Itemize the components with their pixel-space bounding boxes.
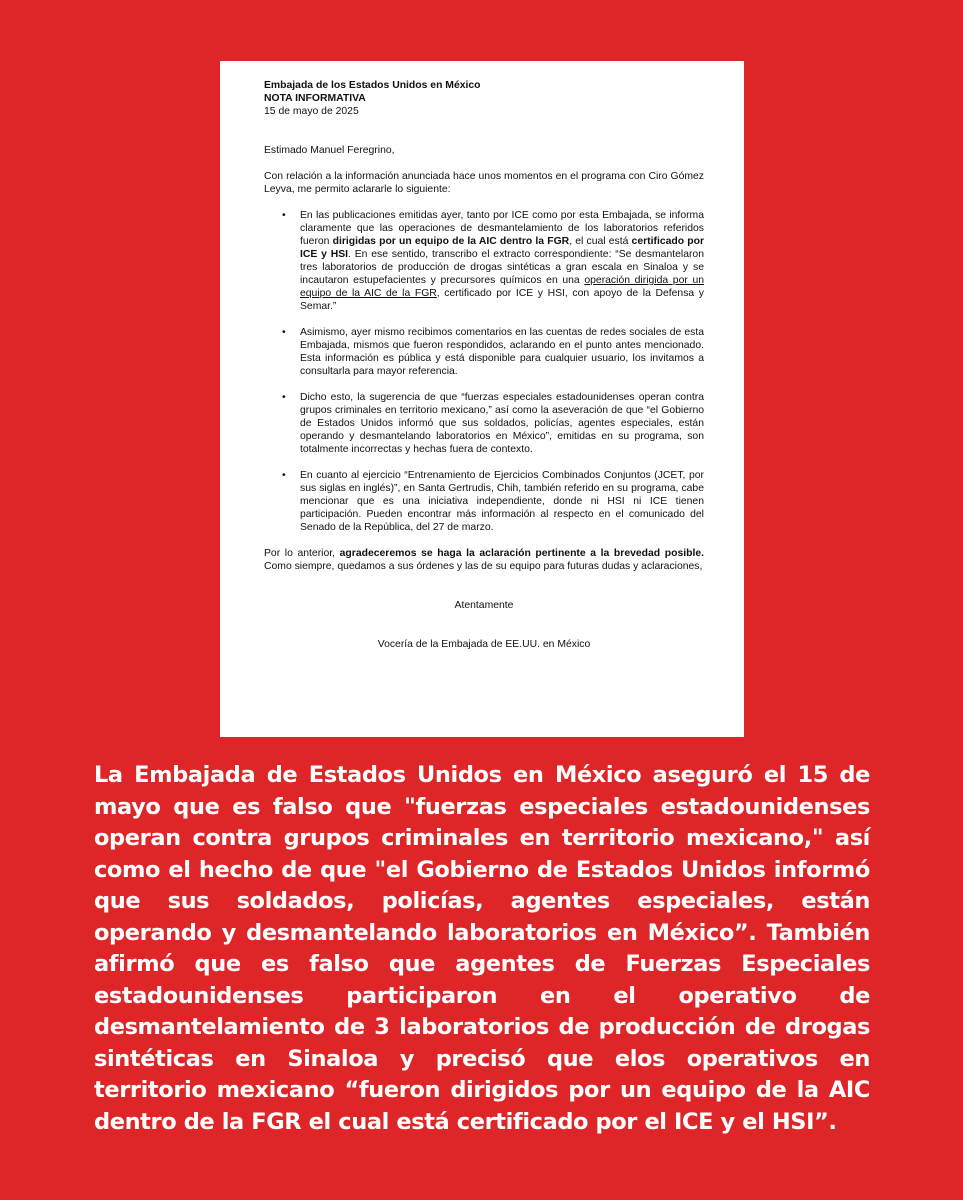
embassy-name: Embajada de los Estados Unidos en México: [264, 80, 481, 91]
bullet-icon: •: [282, 470, 286, 481]
points-list: [264, 209, 704, 534]
signature: Vocería de la Embajada de EE.UU. en México: [377, 639, 591, 650]
greeting: Estimado Manuel Feregrino,: [264, 145, 395, 156]
bullet-icon: •: [282, 392, 286, 403]
list-item: • En las publicaciones emitidas ayer, tanto por ICE como por esta Embajada, se informa claramente que las operaciones de desmantelamiento de los laboratorios referidos fueron dirigidas por un equipo de la AIC dentro la FGR, el cual está certificado por ICE y HSI. En ese sentido, transcribo el extracto correspondiente: “Se desmantelaron tres laboratorios de producción de drogas sintéticas a gran escala en Sinaloa y se incautaron estupefacientes y precursores químicos en una operación dirigida por un equipo de la AIC de la FGR, certificado por ICE y HSI, con apoyo de la Defensa y Semar.”: [282, 210, 705, 312]
closing-paragraph: Por lo anterior, agradeceremos se haga la aclaración pertinente a la brevedad posible. Como siempre, quedamos a sus órdenes y las de su equipo para futuras dudas y aclaraciones,: [264, 548, 705, 572]
list-item: • Dicho esto, la sugerencia de que “fuerzas especiales estadounidenses operan contra grupos criminales en territorio mexicano,” así como la aseveración de que “el Gobierno de Estados Unidos informó que sus soldados, policías, agentes especiales, están operando y desmantelando laboratorios en México”, emitidas en su programa, son totalmente incorrectas y hechas fuera de contexto.: [282, 392, 704, 455]
note-type: NOTA INFORMATIVA: [264, 93, 366, 104]
intro-paragraph: Con relación a la información anunciada hace unos momentos en el programa con Ciro Gómez Leyva, me permito aclararle lo siguiente:: [264, 171, 704, 195]
note-date: 15 de mayo de 2025: [264, 106, 359, 117]
bullet-icon: •: [282, 327, 286, 338]
sign-off: Atentamente: [454, 600, 514, 611]
embassy-note-document: [220, 61, 744, 737]
list-item: • Asimismo, ayer mismo recibimos comentarios en las cuentas de redes sociales de esta Embajada, mismos que fueron respondidos, aclarando en el punto antes mencionado. Esta información es pública y está disponible para cualquier usuario, los invitamos a consultarla para mayor referencia.: [282, 327, 704, 377]
news-caption: La Embajada de Estados Unidos en México aseguró el 15 de mayo que es falso que "fuerzas especiales estadounidenses operan contra grupos criminales en territorio mexicano," así como el hecho de que "el Gobierno de Estados Unidos informó que sus soldados, policías, agentes especiales, están operando y desmantelando laboratorios en México”. También afirmó que es falso que agentes de Fuerzas Especiales estadounidenses participaron en el operativo de desmantelamiento de 3 laboratorios de producción de drogas sintéticas en Sinaloa y precisó que elos operativos en territorio mexicano “fueron dirigidos por un equipo de la AIC dentro de la FGR el cual está certificado por el ICE y el HSI”.: [94, 762, 870, 1135]
list-item: • En cuanto al ejercicio “Entrenamiento de Ejercicios Combinados Conjuntos (JCET, por sus siglas en inglés)”, en Santa Gertrudis, Chih, también referido en su programa, cabe mencionar que es una iniciativa independiente, donde ni HSI ni ICE tienen participación. Pueden encontrar más información al respecto en el comunicado del Senado de la República, del 27 de marzo.: [282, 470, 704, 533]
bullet-icon: •: [282, 210, 286, 221]
